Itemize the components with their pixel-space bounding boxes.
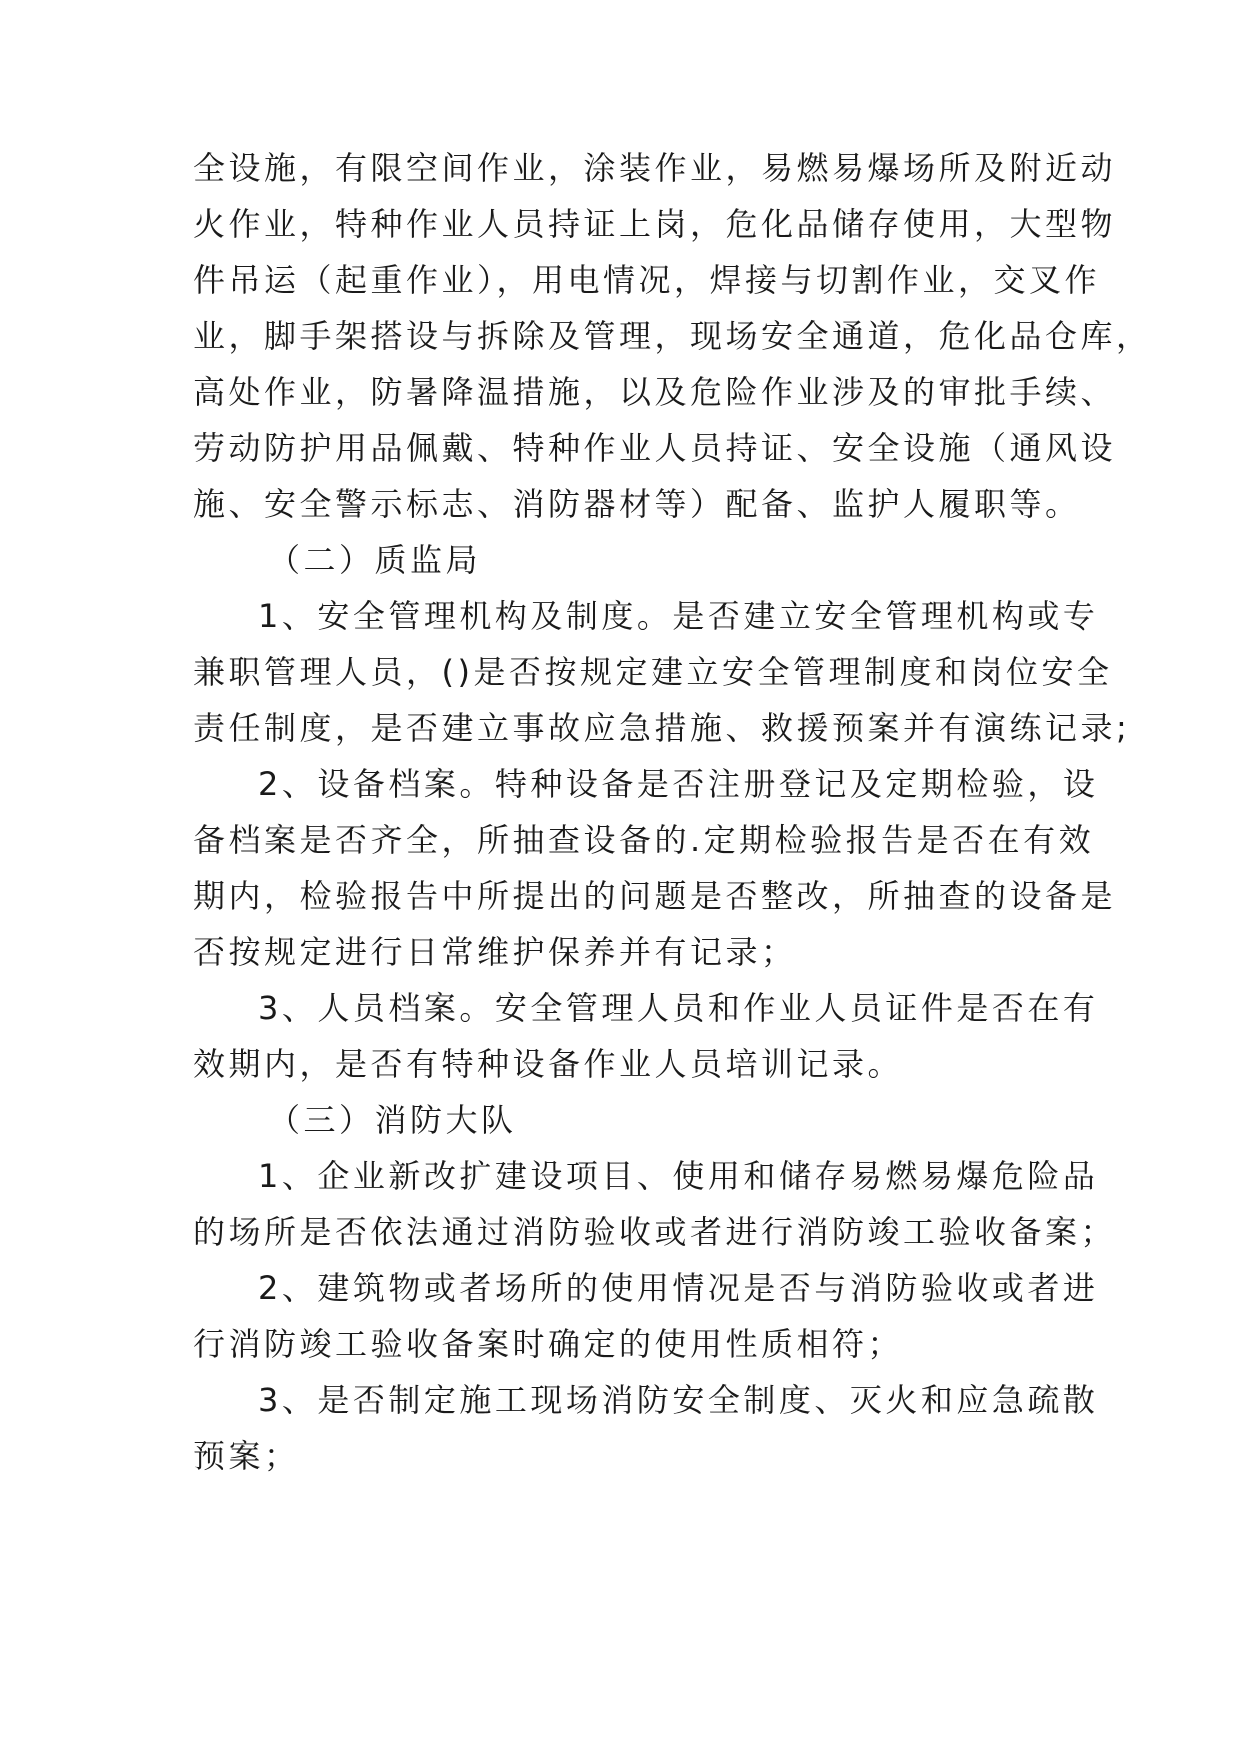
text-line: 否按规定进行日常维护保养并有记录； xyxy=(193,933,797,971)
text-line: 1、安全管理机构及制度。是否建立安全管理机构或专 xyxy=(258,597,1099,635)
text-line: 2、设备档案。特种设备是否注册登记及定期检验，设 xyxy=(258,765,1099,803)
text-line: 行消防竣工验收备案时确定的使用性质相符； xyxy=(193,1325,904,1363)
text-line: 3、是否制定施工现场消防安全制度、灭火和应急疏散 xyxy=(258,1381,1099,1419)
text-line: 火作业，特种作业人员持证上岗，危化品储存使用，大型物 xyxy=(193,205,1117,243)
text-line: 责任制度，是否建立事故应急措施、救援预案并有演练记录; xyxy=(193,709,1131,747)
text-line: 备档案是否齐全，所抽查设备的.定期检验报告是否在有效 xyxy=(193,821,1095,859)
section-heading: （三）消防大队 xyxy=(268,1101,517,1139)
text-line: 预案； xyxy=(193,1437,300,1475)
text-line: 兼职管理人员，()是否按规定建立安全管理制度和岗位安全 xyxy=(193,653,1113,691)
text-line: 劳动防护用品佩戴、特种作业人员持证、安全设施（通风设 xyxy=(193,429,1117,467)
text-line: 3、人员档案。安全管理人员和作业人员证件是否在有 xyxy=(258,989,1099,1027)
text-line: 高处作业，防暑降温措施，以及危险作业涉及的审批手续、 xyxy=(193,373,1117,411)
text-line: 效期内，是否有特种设备作业人员培训记录。 xyxy=(193,1045,904,1083)
text-line: 件吊运（起重作业），用电情况，焊接与切割作业，交叉作 xyxy=(193,261,1101,299)
section-heading: （二）质监局 xyxy=(268,541,482,579)
text-line: 业，脚手架搭设与拆除及管理，现场安全通道，危化品仓库， xyxy=(193,317,1152,355)
text-line: 1、企业新改扩建设项目、使用和储存易燃易爆危险品 xyxy=(258,1157,1099,1195)
text-line: 2、建筑物或者场所的使用情况是否与消防验收或者进 xyxy=(258,1269,1099,1307)
text-line: 全设施，有限空间作业，涂装作业，易燃易爆场所及附近动 xyxy=(193,149,1117,187)
text-line: 的场所是否依法通过消防验收或者进行消防竣工验收备案； xyxy=(193,1213,1117,1251)
text-line: 施、安全警示标志、消防器材等）配备、监护人履职等。 xyxy=(193,485,1081,523)
text-line: 期内，检验报告中所提出的问题是否整改，所抽查的设备是 xyxy=(193,877,1117,915)
